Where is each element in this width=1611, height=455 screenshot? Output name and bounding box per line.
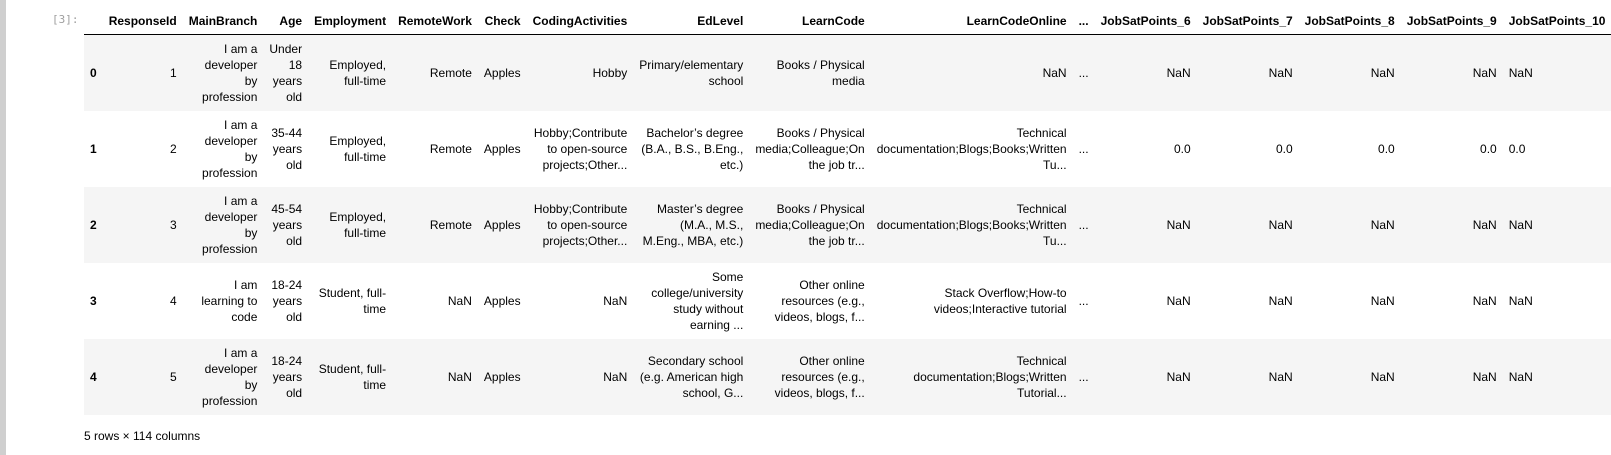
cell-employment: Student, full-time	[318, 285, 387, 316]
cell-remote-work: Remote	[429, 217, 472, 232]
cell-job-sat-points-6: NaN	[1166, 217, 1191, 232]
cell-job-sat-points-10: NaN	[1508, 65, 1533, 80]
column-header-employment: Employment	[308, 8, 392, 35]
cell-check: Apples	[483, 217, 521, 232]
cell-job-sat-points-9: NaN	[1472, 217, 1497, 232]
cell-main-branch: I am a developer by profession	[202, 41, 258, 104]
cell-job-sat-points-8: NaN	[1370, 369, 1395, 384]
cell-job-sat-points-8: NaN	[1370, 65, 1395, 80]
cell-job-sat-points-9: 0.0	[1480, 141, 1497, 156]
cell-age: Under 18 years old	[269, 41, 303, 104]
column-header-coding-activities: CodingActivities	[527, 8, 634, 35]
cell-ellipsis: ...	[1078, 141, 1089, 156]
table-row	[84, 35, 1611, 111]
column-header-main-branch: MainBranch	[183, 8, 264, 35]
cell-employment: Employed, full-time	[329, 57, 387, 88]
cell-learn-code: Books / Physical media	[776, 57, 865, 88]
dataframe-table	[84, 8, 1611, 415]
cell-check: Apples	[483, 141, 521, 156]
cell-age: 45-54 years old	[271, 201, 303, 248]
column-header-job-sat-points-7: JobSatPoints_7	[1197, 8, 1299, 35]
column-header-job-sat-points-10: JobSatPoints_10	[1503, 8, 1611, 35]
cell-ed-level: Bachelor’s degree (B.A., B.S., B.Eng., etc.)	[641, 125, 744, 172]
cell-ed-level: Some college/university study without earning ...	[651, 269, 744, 332]
column-header-response-id: ResponseId	[103, 8, 183, 35]
cell-job-sat-points-9: NaN	[1472, 65, 1497, 80]
row-index: 3	[90, 293, 97, 308]
cell-ed-level: Master’s degree (M.A., M.S., M.Eng., MBA, etc.)	[642, 201, 744, 248]
cell-employment: Employed, full-time	[329, 133, 387, 164]
cell-coding-activities: Hobby	[592, 65, 628, 80]
cell-coding-activities: Hobby;Contribute to open-source projects;Other...	[533, 125, 628, 172]
cell-job-sat-points-6: 0.0	[1173, 141, 1191, 156]
row-index: 4	[90, 369, 97, 384]
cell-job-sat-points-9: NaN	[1472, 293, 1497, 308]
cell-job-sat-points-10: NaN	[1508, 369, 1533, 384]
cell-learn-code: Books / Physical media;Colleague;On the job tr...	[755, 125, 865, 172]
cell-ellipsis: ...	[1078, 65, 1089, 80]
cell-age: 18-24 years old	[271, 353, 303, 400]
cell-output	[84, 8, 1606, 415]
cell-learn-code-online: NaN	[1042, 65, 1067, 80]
cell-age: 35-44 years old	[271, 125, 303, 172]
column-header-learn-code-online: LearnCodeOnline	[871, 8, 1073, 35]
column-header-job-sat-points-8: JobSatPoints_8	[1299, 8, 1401, 35]
cell-coding-activities: NaN	[603, 369, 628, 384]
cell-check: Apples	[483, 65, 521, 80]
cell-coding-activities: NaN	[603, 293, 628, 308]
cell-job-sat-points-6: NaN	[1166, 293, 1191, 308]
row-index: 2	[90, 217, 97, 232]
cell-ed-level: Primary/elementary school	[639, 57, 744, 88]
cell-job-sat-points-7: NaN	[1268, 65, 1293, 80]
cell-job-sat-points-8: NaN	[1370, 293, 1395, 308]
table-row	[84, 339, 1611, 415]
cell-left-rail	[0, 0, 6, 455]
cell-ed-level: Secondary school (e.g. American high school, G...	[639, 353, 744, 400]
cell-remote-work: NaN	[447, 369, 472, 384]
cell-age: 18-24 years old	[271, 277, 303, 324]
cell-job-sat-points-8: NaN	[1370, 217, 1395, 232]
column-header-ed-level: EdLevel	[633, 8, 749, 35]
table-row	[84, 187, 1611, 263]
cell-job-sat-points-6: NaN	[1166, 369, 1191, 384]
cell-learn-code: Other online resources (e.g., videos, blogs, f...	[774, 277, 865, 324]
cell-learn-code-online: Technical documentation;Blogs;Written Tutorial...	[913, 353, 1067, 400]
column-header-age: Age	[263, 8, 308, 35]
cell-coding-activities: Hobby;Contribute to open-source projects;Other...	[533, 201, 628, 248]
header-row	[84, 8, 1611, 35]
column-header-job-sat-points-9: JobSatPoints_9	[1401, 8, 1503, 35]
cell-job-sat-points-10: 0.0	[1508, 141, 1526, 156]
cell-job-sat-points-9: NaN	[1472, 369, 1497, 384]
column-header-check: Check	[478, 8, 527, 35]
cell-ellipsis: ...	[1078, 293, 1089, 308]
row-index: 1	[90, 141, 97, 156]
cell-job-sat-points-7: 0.0	[1275, 141, 1293, 156]
cell-employment: Student, full-time	[318, 361, 387, 392]
cell-job-sat-points-10: NaN	[1508, 293, 1533, 308]
cell-employment: Employed, full-time	[329, 209, 387, 240]
table-row	[84, 111, 1611, 187]
cell-learn-code: Other online resources (e.g., videos, blogs, f...	[774, 353, 865, 400]
cell-response-id: 3	[170, 217, 177, 232]
column-header-index	[84, 8, 103, 35]
cell-check: Apples	[483, 369, 521, 384]
cell-response-id: 5	[170, 369, 177, 384]
cell-job-sat-points-7: NaN	[1268, 217, 1293, 232]
cell-job-sat-points-7: NaN	[1268, 293, 1293, 308]
cell-job-sat-points-7: NaN	[1268, 369, 1293, 384]
cell-response-id: 1	[170, 65, 177, 80]
cell-main-branch: I am a developer by profession	[202, 117, 258, 180]
cell-main-branch: I am a developer by profession	[202, 345, 258, 408]
cell-response-id: 2	[170, 141, 177, 156]
cell-prompt: [3]:	[52, 13, 79, 26]
column-header-remote-work: RemoteWork	[392, 8, 478, 35]
column-header-learn-code: LearnCode	[749, 8, 870, 35]
dataframe-shape: 5 rows × 114 columns	[84, 429, 201, 443]
cell-remote-work: Remote	[429, 65, 472, 80]
cell-learn-code-online: Stack Overflow;How-to videos;Interactive tutorial	[933, 285, 1067, 316]
cell-main-branch: I am learning to code	[201, 277, 258, 324]
cell-job-sat-points-8: 0.0	[1378, 141, 1395, 156]
column-header-ellipsis: ...	[1073, 8, 1095, 35]
cell-learn-code-online: Technical documentation;Blogs;Books;Written Tu...	[876, 125, 1067, 172]
cell-learn-code: Books / Physical media;Colleague;On the job tr...	[755, 201, 865, 248]
row-index: 0	[90, 65, 97, 80]
table-row	[84, 263, 1611, 339]
cell-response-id: 4	[170, 293, 177, 308]
cell-ellipsis: ...	[1078, 217, 1089, 232]
column-header-job-sat-points-6: JobSatPoints_6	[1095, 8, 1197, 35]
cell-main-branch: I am a developer by profession	[202, 193, 258, 256]
cell-job-sat-points-10: NaN	[1508, 217, 1533, 232]
cell-check: Apples	[483, 293, 521, 308]
cell-remote-work: NaN	[447, 293, 472, 308]
cell-ellipsis: ...	[1078, 369, 1089, 384]
cell-learn-code-online: Technical documentation;Blogs;Books;Written Tu...	[876, 201, 1067, 248]
cell-remote-work: Remote	[429, 141, 472, 156]
cell-job-sat-points-6: NaN	[1166, 65, 1191, 80]
